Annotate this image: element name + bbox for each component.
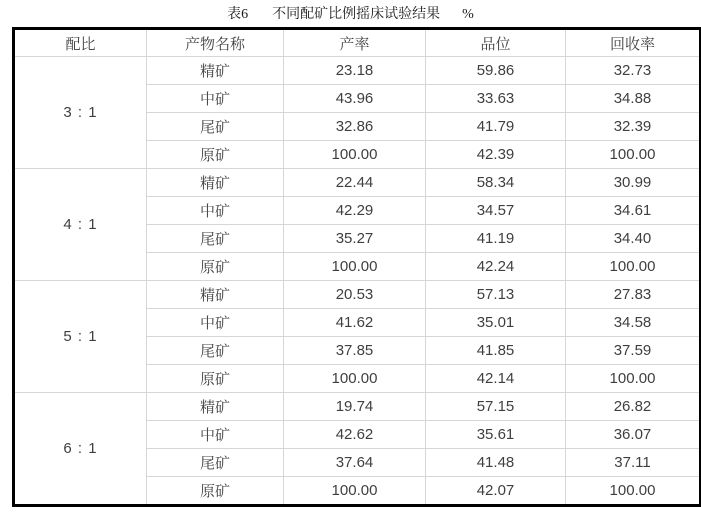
yield-cell: 35.27	[284, 225, 426, 253]
header-ratio: 配比	[14, 29, 147, 57]
recovery-cell: 37.11	[566, 449, 701, 477]
yield-cell: 100.00	[284, 477, 426, 506]
product-cell: 精矿	[147, 281, 284, 309]
yield-cell: 32.86	[284, 113, 426, 141]
ratio-cell: 3 : 1	[14, 57, 147, 169]
recovery-cell: 34.88	[566, 85, 701, 113]
table-caption	[0, 3, 701, 23]
grade-cell: 59.86	[426, 57, 566, 85]
yield-cell: 100.00	[284, 365, 426, 393]
product-cell: 尾矿	[147, 337, 284, 365]
header-yield: 产率	[284, 29, 426, 57]
recovery-cell: 37.59	[566, 337, 701, 365]
recovery-cell: 36.07	[566, 421, 701, 449]
grade-cell: 57.15	[426, 393, 566, 421]
recovery-cell: 100.00	[566, 365, 701, 393]
grade-cell: 42.24	[426, 253, 566, 281]
recovery-cell: 100.00	[566, 253, 701, 281]
table-row	[14, 169, 701, 197]
yield-cell: 42.62	[284, 421, 426, 449]
ratio-cell: 4 : 1	[14, 169, 147, 281]
yield-cell: 43.96	[284, 85, 426, 113]
yield-cell: 37.64	[284, 449, 426, 477]
grade-cell: 33.63	[426, 85, 566, 113]
table-row	[14, 281, 701, 309]
grade-cell: 42.14	[426, 365, 566, 393]
table-row	[14, 393, 701, 421]
product-cell: 中矿	[147, 421, 284, 449]
header-product: 产物名称	[147, 29, 284, 57]
grade-cell: 35.01	[426, 309, 566, 337]
table-body	[14, 57, 701, 506]
recovery-cell: 26.82	[566, 393, 701, 421]
recovery-cell: 34.40	[566, 225, 701, 253]
ratio-cell: 6 : 1	[14, 393, 147, 506]
product-cell: 尾矿	[147, 225, 284, 253]
product-cell: 尾矿	[147, 113, 284, 141]
grade-cell: 41.79	[426, 113, 566, 141]
yield-cell: 20.53	[284, 281, 426, 309]
table-header	[14, 29, 701, 57]
header-recovery: 回收率	[566, 29, 701, 57]
grade-cell: 35.61	[426, 421, 566, 449]
grade-cell: 34.57	[426, 197, 566, 225]
recovery-cell: 34.58	[566, 309, 701, 337]
yield-cell: 100.00	[284, 253, 426, 281]
recovery-cell: 100.00	[566, 141, 701, 169]
grade-cell: 41.19	[426, 225, 566, 253]
yield-cell: 37.85	[284, 337, 426, 365]
recovery-cell: 32.73	[566, 57, 701, 85]
grade-cell: 41.48	[426, 449, 566, 477]
product-cell: 原矿	[147, 365, 284, 393]
yield-cell: 100.00	[284, 141, 426, 169]
product-cell: 中矿	[147, 197, 284, 225]
grade-cell: 42.39	[426, 141, 566, 169]
ratio-cell: 5 : 1	[14, 281, 147, 393]
header-grade: 品位	[426, 29, 566, 57]
recovery-cell: 27.83	[566, 281, 701, 309]
yield-cell: 41.62	[284, 309, 426, 337]
grade-cell: 41.85	[426, 337, 566, 365]
product-cell: 原矿	[147, 141, 284, 169]
recovery-cell: 100.00	[566, 477, 701, 506]
product-cell: 精矿	[147, 57, 284, 85]
yield-cell: 23.18	[284, 57, 426, 85]
table-row	[14, 57, 701, 85]
product-cell: 中矿	[147, 85, 284, 113]
results-table	[12, 27, 701, 507]
grade-cell: 57.13	[426, 281, 566, 309]
yield-cell: 19.74	[284, 393, 426, 421]
yield-cell: 22.44	[284, 169, 426, 197]
recovery-cell: 30.99	[566, 169, 701, 197]
table-header-row	[14, 29, 701, 57]
table-caption-number: 表6	[227, 7, 249, 22]
product-cell: 中矿	[147, 309, 284, 337]
yield-cell: 42.29	[284, 197, 426, 225]
product-cell: 精矿	[147, 169, 284, 197]
recovery-cell: 34.61	[566, 197, 701, 225]
grade-cell: 58.34	[426, 169, 566, 197]
product-cell: 原矿	[147, 253, 284, 281]
product-cell: 精矿	[147, 393, 284, 421]
table-caption-title: 不同配矿比例摇床试验结果	[272, 7, 441, 22]
product-cell: 尾矿	[147, 449, 284, 477]
recovery-cell: 32.39	[566, 113, 701, 141]
grade-cell: 42.07	[426, 477, 566, 506]
product-cell: 原矿	[147, 477, 284, 506]
table-caption-unit: %	[462, 7, 474, 22]
